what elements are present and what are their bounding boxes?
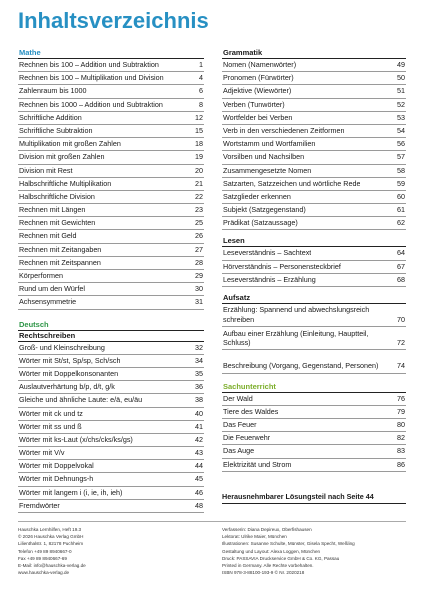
section-aufsatz [222,293,406,374]
toc-entry [222,261,406,274]
toc-entry [18,342,204,355]
toc-entry-title: Rund um den Würfel [19,284,85,294]
section-lesen [222,236,406,287]
footer-line: Printed in Germany. Alle Rechte vorbehalten. [222,563,314,569]
toc-entry-title: Aufbau einer Erzählung (Einleitung, Hauptteil, Schluss) [223,328,369,348]
toc-entry [18,487,204,500]
toc-entry-page: 57 [397,152,405,162]
toc-entry [18,296,204,309]
toc-entry [18,500,204,513]
toc-entry-title: Auslautverhärtung b/p, d/t, g/k [19,382,115,392]
toc-entry-page: 30 [195,284,203,294]
toc-entry-title: Schriftliche Subtraktion [19,125,93,135]
toc-entry [18,230,204,243]
footer-line: Lektorat: Ulrike Maier, München [222,534,287,540]
section-heading-sachunterricht: Sachunterricht [222,382,406,393]
toc-entry [222,327,406,350]
toc-entry [18,72,204,85]
footer-line: Lilienthalstr. 1, 82178 Puchheim [18,541,84,547]
toc-entry [222,247,406,260]
toc-entry-title: Wörter mit V/v [19,448,65,458]
toc-entry-title: Verben (Tunwörter) [223,99,285,109]
toc-entry-title: Rechnen mit Zeitspannen [19,257,101,267]
toc-entry-page: 72 [397,338,405,348]
toc-entry [222,445,406,458]
toc-entry [222,99,406,112]
toc-entry [222,304,406,327]
toc-entry-title: Rechnen bis 1000 – Addition und Subtraktion [19,99,163,109]
toc-entry-title: Hörverständnis – Personensteckbrief [223,261,341,271]
toc-entry-title: Das Auge [223,446,255,456]
toc-entry-page: 25 [195,218,203,228]
toc-entry [222,204,406,217]
toc-entry [18,59,204,72]
toc-entry-page: 82 [397,433,405,443]
footer-credits [222,526,412,576]
toc-entry-page: 67 [397,261,405,271]
toc-entry [222,165,406,178]
toc-entry-page: 86 [397,459,405,469]
toc-entry-page: 45 [195,474,203,484]
footer-line: © 2026 Hauschka Verlag GmbH [18,534,84,540]
toc-entry [18,191,204,204]
toc-entry [222,419,406,432]
toc-entry-title: Schriftliche Addition [19,112,82,122]
toc-entry-page: 22 [195,191,203,201]
toc-entry [18,244,204,257]
toc-entry-page: 79 [397,406,405,416]
toc-entry [18,283,204,296]
toc-entry-page: 42 [195,434,203,444]
toc-entry-title: Wörter mit langem i (i, ie, ih, ieh) [19,487,123,497]
toc-entry-page: 35 [195,368,203,378]
toc-entry [222,125,406,138]
toc-entry [18,368,204,381]
toc-entry-page: 19 [195,152,203,162]
toc-entry-page: 74 [397,361,405,371]
toc-entry [222,191,406,204]
toc-entry [18,394,204,407]
toc-entry [18,217,204,230]
toc-entry-page: 48 [195,500,203,510]
toc-entry [18,112,204,125]
toc-entry-page: 76 [397,393,405,403]
toc-entry-page: 83 [397,446,405,456]
toc-entry-page: 54 [397,125,405,135]
toc-entry-page: 61 [397,205,405,215]
toc-entry [18,460,204,473]
toc-entry-page: 41 [195,421,203,431]
toc-entry [222,72,406,85]
toc-entry-title: Leseverständnis – Erzählung [223,274,316,284]
toc-entry-page: 31 [195,297,203,307]
toc-entry-page: 28 [195,257,203,267]
toc-entry-page: 20 [195,165,203,175]
toc-entry [18,125,204,138]
toc-entry-title: Wörter mit Doppelvokal [19,461,94,471]
toc-entry-page: 15 [195,125,203,135]
toc-entry-title: Halbschriftliche Multiplikation [19,178,112,188]
toc-entry-title: Division mit Rest [19,165,73,175]
toc-entry-title: Rechnen mit Geld [19,231,77,241]
footer-line: ISBN 978-3-88100-193-9 © Nr. 2020218 [222,570,305,576]
toc-entry [222,350,406,373]
toc-entry-title: Beschreibung (Vorgang, Gegenstand, Personen) [223,361,379,371]
section-heading-aufsatz: Aufsatz [222,293,406,304]
section-deutsch [18,320,204,513]
toc-entry-page: 44 [195,461,203,471]
toc-entry-title: Achsensymmetrie [19,297,77,307]
toc-entry-page: 1 [199,60,203,69]
toc-entry-title: Leseverständnis – Sachtext [223,248,312,258]
toc-entry-page: 36 [195,382,203,392]
toc-entry-title: Adjektive (Wiewörter) [223,86,292,96]
toc-right-column [222,48,406,472]
toc-entry-page: 80 [397,419,405,429]
toc-entry [222,112,406,125]
toc-entry [222,59,406,72]
toc-entry [18,151,204,164]
toc-entry [18,178,204,191]
toc-entry-title: Wortstamm und Wortfamilien [223,139,316,149]
toc-entry-title: Wörter mit Dehnungs-h [19,474,94,484]
toc-entry-title: Wörter mit ks-Laut (x/chs/cks/ks/gs) [19,434,133,444]
footer-line: Fax +49 89 8940667-69 [18,555,67,561]
toc-entry-page: 64 [397,248,405,258]
toc-entry-page: 32 [195,342,203,352]
toc-entry-page: 6 [199,86,203,96]
toc-entry-title: Wortfelder bei Verben [223,112,293,122]
toc-entry [222,393,406,406]
section-grammatik [222,48,406,230]
toc-entry-title: Multiplikation mit großen Zahlen [19,139,121,149]
toc-entry-page: 59 [397,178,405,188]
toc-entry-title: Wörter mit ss und ß [19,421,82,431]
toc-entry-title: Wörter mit St/st, Sp/sp, Sch/sch [19,355,121,365]
toc-entry-title: Vorsilben und Nachsilben [223,152,305,162]
footer-divider [18,521,406,522]
footer-line: Druck: PASSAVIA Druckservice GmbH & Co. KG, Passau [222,555,340,561]
toc-entry-title: Wörter mit ck und tz [19,408,83,418]
toc-entry-title: Zusammengesetzte Nomen [223,165,312,175]
toc-entry-title: Division mit großen Zahlen [19,152,105,162]
toc-entry [222,459,406,472]
section-heading-deutsch: Deutsch [18,320,204,331]
toc-entry-title: Erzählung: Spannend und abwechslungsreich schreiben [223,305,370,324]
section-sachunterricht [222,382,406,472]
toc-entry-page: 62 [397,218,405,228]
footer-line: Hauschka Lernhilfen, Heft 19.3 [18,527,82,532]
toc-entry-page: 43 [195,448,203,458]
toc-entry-title: Pronomen (Fürwörter) [223,73,294,83]
section-mathe [18,48,204,310]
toc-entry-title: Rechnen mit Längen [19,205,86,215]
section-heading-grammatik: Grammatik [222,48,406,59]
toc-entry [18,355,204,368]
page-title: Inhaltsverzeichnis [18,8,209,33]
toc-entry [18,257,204,270]
toc-entry-title: Rechnen bis 100 – Multiplikation und Division [19,73,164,83]
toc-entry-page: 70 [397,315,405,324]
toc-entry-title: Zahlenraum bis 1000 [19,86,87,96]
toc-entry-page: 21 [195,178,203,188]
toc-entry [18,408,204,421]
toc-entry [222,178,406,191]
toc-entry [18,473,204,486]
toc-entry-page: 52 [397,99,405,109]
footer-line: E-Mail: info@hauschka-verlag.de [18,563,86,569]
toc-entry-page: 60 [397,191,405,201]
toc-entry [18,434,204,447]
toc-entry-title: Halbschriftliche Division [19,191,95,201]
toc-entry [222,85,406,98]
toc-entry-title: Verb in den verschiedenen Zeitformen [223,125,345,135]
toc-entry-title: Prädikat (Satzaussage) [223,218,298,228]
toc-entry-page: 38 [195,395,203,405]
toc-entry-page: 51 [397,86,405,96]
toc-entry-title: Groß- und Kleinschreibung [19,342,105,352]
toc-entry-page: 29 [195,271,203,280]
toc-entry [222,151,406,164]
solutions-note: Herausnehmbarer Lösungsteil nach Seite 44 [222,492,406,504]
toc-entry-title: Der Wald [223,393,253,403]
toc-entry-title: Rechnen bis 100 – Addition und Subtraktion [19,60,159,69]
toc-entry-title: Das Feuer [223,419,257,429]
toc-entry-page: 23 [195,205,203,215]
footer-line: www.hauschka-verlag.de [18,570,70,576]
toc-entry-page: 58 [397,165,405,175]
toc-entry-page: 46 [195,487,203,497]
toc-entry [18,381,204,394]
toc-entry [18,165,204,178]
toc-entry-page: 34 [195,355,203,365]
toc-entry-title: Subjekt (Satzgegenstand) [223,205,306,215]
toc-entry [18,138,204,151]
toc-entry-page: 4 [199,73,203,83]
toc-entry-page: 40 [195,408,203,418]
subheading-rechtschreiben: Rechtschreiben [18,331,204,342]
toc-entry [222,217,406,230]
toc-entry [222,432,406,445]
toc-entry-page: 56 [397,139,405,149]
toc-entry [18,447,204,460]
toc-entry-title: Satzarten, Satzzeichen und wörtliche Rede [223,178,361,188]
toc-entry-title: Fremdwörter [19,500,60,510]
toc-entry [222,138,406,151]
toc-entry [18,85,204,98]
toc-entry [18,99,204,112]
section-heading-lesen: Lesen [222,236,406,247]
toc-entry-title: Tiere des Waldes [223,406,279,416]
toc-entry-page: 18 [195,139,203,149]
toc-entry [18,421,204,434]
footer-line: Telefon +49 89 8940667-0 [18,548,72,554]
toc-entry-title: Körperformen [19,271,63,280]
toc-left-column [18,48,204,513]
toc-entry-title: Nomen (Namenwörter) [223,60,297,69]
toc-entry-title: Rechnen mit Zeitangaben [19,244,102,254]
footer-publisher-info [18,526,208,576]
footer-line: Verfasserin: Diana Depireux, Oberfishausen [222,527,312,532]
toc-entry [222,274,406,287]
toc-entry [222,406,406,419]
toc-entry-title: Gleiche und ähnliche Laute: e/ä, eu/äu [19,395,143,405]
toc-entry-title: Satzglieder erkennen [223,191,291,201]
toc-entry-title: Wörter mit Doppelkonsonanten [19,368,119,378]
toc-entry-page: 27 [195,244,203,254]
toc-entry-page: 68 [397,274,405,284]
toc-entry-title: Die Feuerwehr [223,433,271,443]
toc-entry-page: 26 [195,231,203,241]
toc-entry-page: 53 [397,112,405,122]
footer-line: Illustrationen: Susanne Schulte, Münster, Gisela Specht, Weßling [222,541,355,547]
toc-entry-page: 49 [397,60,405,69]
toc-entry-title: Rechnen mit Gewichten [19,218,96,228]
section-heading-mathe: Mathe [18,48,204,59]
toc-entry-page: 50 [397,73,405,83]
toc-entry [18,204,204,217]
footer-line: Gestaltung und Layout: Alexa Loggen, München [222,548,321,554]
toc-entry-title: Elektrizität und Strom [223,459,292,469]
toc-entry-page: 12 [195,112,203,122]
toc-entry-page: 8 [199,99,203,109]
toc-entry [18,270,204,283]
